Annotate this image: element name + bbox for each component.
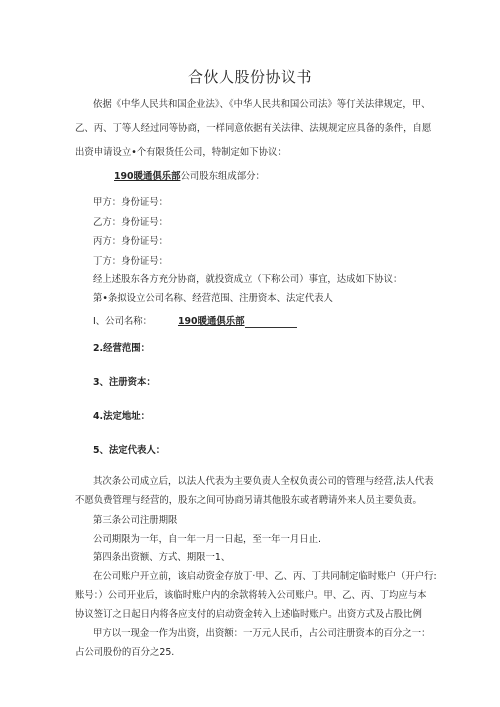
article-4-line-3: 协议签订之日起日内将各应支付的启动资金转入上述临时账户。出资方式及占股比例 [75,609,422,620]
article-4-line-2: 账号：）公司开业后，该临时账户内的余款将转入公司账户。甲、乙、丙、丁均应与本 [75,590,427,601]
article-3-body: 公司期限为一年，自一年一月一日起，至一年一月日止. [93,534,321,545]
consensus-line: 经上述股东各方充分协商，就投资成立（下称公司）事宜，达成如下协议： [93,274,403,285]
company-composition-line [114,170,414,183]
intro-line-2: 乙、丙、丁等人经过同等协商，一样同意依据有关法律、法规规定应具备的条件，自愿 [75,123,432,134]
item-5-legal-representative: 5、法定代表人： [93,445,166,456]
article-3-heading: 第三条公司注册期限 [93,515,178,526]
item-1-label: I、公司名称： [93,316,153,327]
article-4-line-5: 占公司股份的百分之25. [75,647,175,658]
company-composition-suffix: 公司股东组成部分： [180,171,265,182]
article-4-line-1: 在公司账户开立前，该启动资金存放丁·甲、乙、丙、丁共同制定临时账户（开户行: [93,571,437,582]
party-ding: 丁方：身份证号： [93,256,169,267]
party-yi: 乙方：身份证号： [93,217,169,228]
item-1-value: 190暖通俱乐部 [178,316,245,327]
party-bing: 丙方：身份证号： [93,236,169,247]
article-2-line-1: 其次条公司成立后，以法人代表为主要负责人全权负责公司的管理与经营,法人代表 [93,476,434,487]
article-2-line-2: 不愿负费管理与经营的，股东之间可协商另请其他股东或者聘请外来人员主要负责。 [75,495,422,506]
article-4-line-4: 甲方以一现金一作为出资，出资额：一万元人民币，占公司注册资本的百分之一： [93,628,431,639]
item-1-company-name [93,315,433,328]
article-4-heading: 第四条出资额、方式、期限一1、 [93,552,231,563]
item-3-registered-capital: 3、注册资本： [93,377,156,388]
company-name-underlined: 190暖通俱乐部 [114,171,181,182]
item-1-blank-line [245,317,297,328]
party-jia: 甲方：身份证号： [93,197,169,208]
document-title: 合伙人股份协议书 [187,68,312,86]
item-2-business-scope: 2.经营范围： [93,343,150,354]
item-4-legal-address: 4.法定地址： [93,411,150,422]
article-1-heading: 第•条拟设立公司名称、经营范围、注册资本、法定代表人 [93,293,333,304]
intro-line-1: 依据《中华人民共和国企业法》、《中华人民共和国公司法》等仃关法律规定，甲、 [93,99,431,110]
intro-line-3: 出资申请设立•个有限货任公司，特制定如下协议： [75,147,287,158]
